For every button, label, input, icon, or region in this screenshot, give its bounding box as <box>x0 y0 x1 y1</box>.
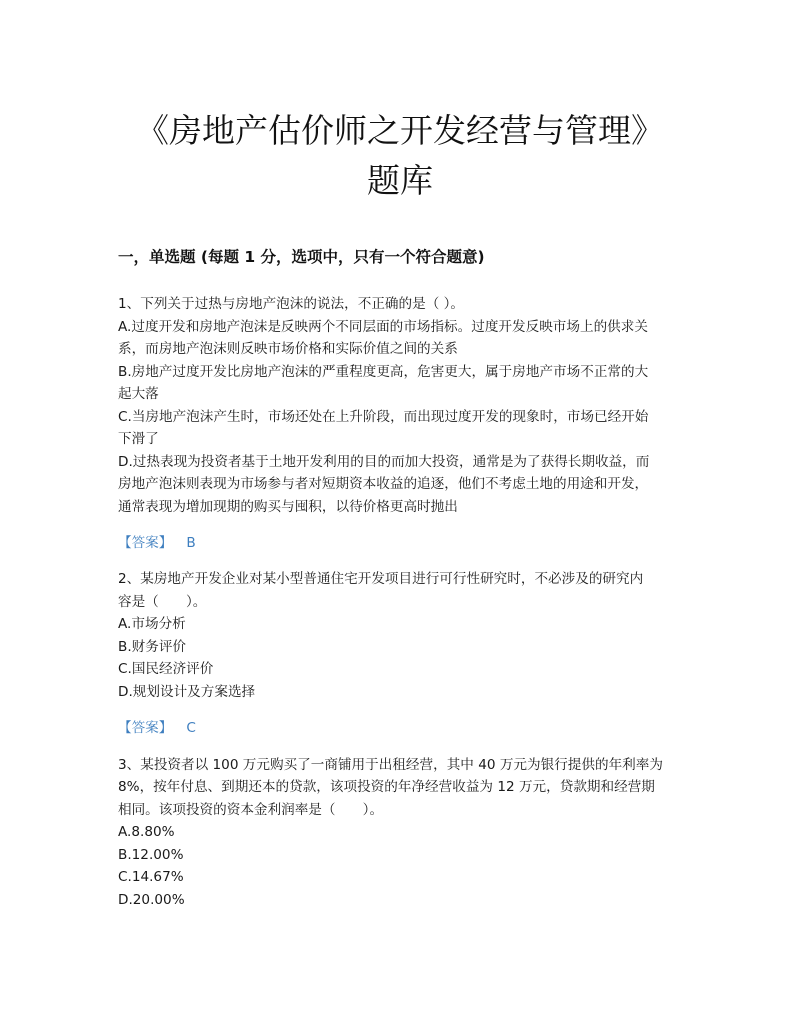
answer-value: B <box>186 535 196 551</box>
question-1-option-b-line-2: 起大落 <box>118 386 159 402</box>
question-1-option-d-line-3: 通常表现为增加现期的购买与囤积，以待价格更高时抛出 <box>118 499 458 515</box>
question-1-answer <box>118 532 196 554</box>
question-3-stem-line-1: 3、某投资者以 100 万元购买了一商铺用于出租经营，其中 40 万元为银行提供的年利率为 <box>118 757 663 773</box>
question-1-option-d-line-1: D.过热表现为投资者基于土地开发利用的目的而加大投资，通常是为了获得长期收益，而 <box>118 454 650 470</box>
question-1-option-a-line-2: 系，而房地产泡沫则反映市场价格和实际价值之间的关系 <box>118 341 458 357</box>
question-2-answer <box>118 717 196 739</box>
question-3-stem-line-3: 相同。该项投资的资本金利润率是（ ）。 <box>118 802 384 818</box>
question-3-option-d: D.20.00% <box>118 892 185 908</box>
question-1-stem: 1、下列关于过热与房地产泡沫的说法，不正确的是（ ）。 <box>118 296 465 312</box>
question-1-option-a-line-1: A.过度开发和房地产泡沫是反映两个不同层面的市场指标。过度开发反映市场上的供求关 <box>118 319 648 335</box>
question-1-option-d-line-2: 房地产泡沫则表现为市场参与者对短期资本收益的追逐，他们不考虑土地的用途和开发， <box>118 476 649 492</box>
section-heading: 一，单选题 (每题 1 分，选项中，只有一个符合题意) <box>118 248 485 266</box>
answer-label: 【答案】 <box>118 720 173 736</box>
question-3-option-a: A.8.80% <box>118 824 175 840</box>
document-title-line-1: 《房地产估价师之开发经营与管理》 <box>136 111 664 150</box>
question-2-stem-line-1: 2、某房地产开发企业对某小型普通住宅开发项目进行可行性研究时，不必涉及的研究内 <box>118 571 644 587</box>
answer-label: 【答案】 <box>118 535 173 551</box>
question-1-option-c-line-2: 下滑了 <box>118 431 159 447</box>
question-2-option-a: A.市场分析 <box>118 616 186 632</box>
document-title-line-2: 题库 <box>367 161 433 200</box>
question-2-option-c: C.国民经济评价 <box>118 661 214 677</box>
question-3-option-b: B.12.00% <box>118 847 184 863</box>
question-1-option-b-line-1: B.房地产过度开发比房地产泡沫的严重程度更高，危害更大，属于房地产市场不正常的大 <box>118 364 649 380</box>
question-3-stem-line-2: 8%，按年付息、到期还本的贷款，该项投资的年净经营收益为 12 万元，贷款期和经营期 <box>118 779 655 795</box>
question-2-stem-line-2: 容是（ ）。 <box>118 594 207 610</box>
answer-value: C <box>186 720 196 736</box>
question-1-option-c-line-1: C.当房地产泡沫产生时，市场还处在上升阶段，而出现过度开发的现象时，市场已经开始 <box>118 409 649 425</box>
question-3-option-c: C.14.67% <box>118 869 184 885</box>
question-2-option-d: D.规划设计及方案选择 <box>118 684 256 700</box>
question-2-option-b: B.财务评价 <box>118 639 187 655</box>
